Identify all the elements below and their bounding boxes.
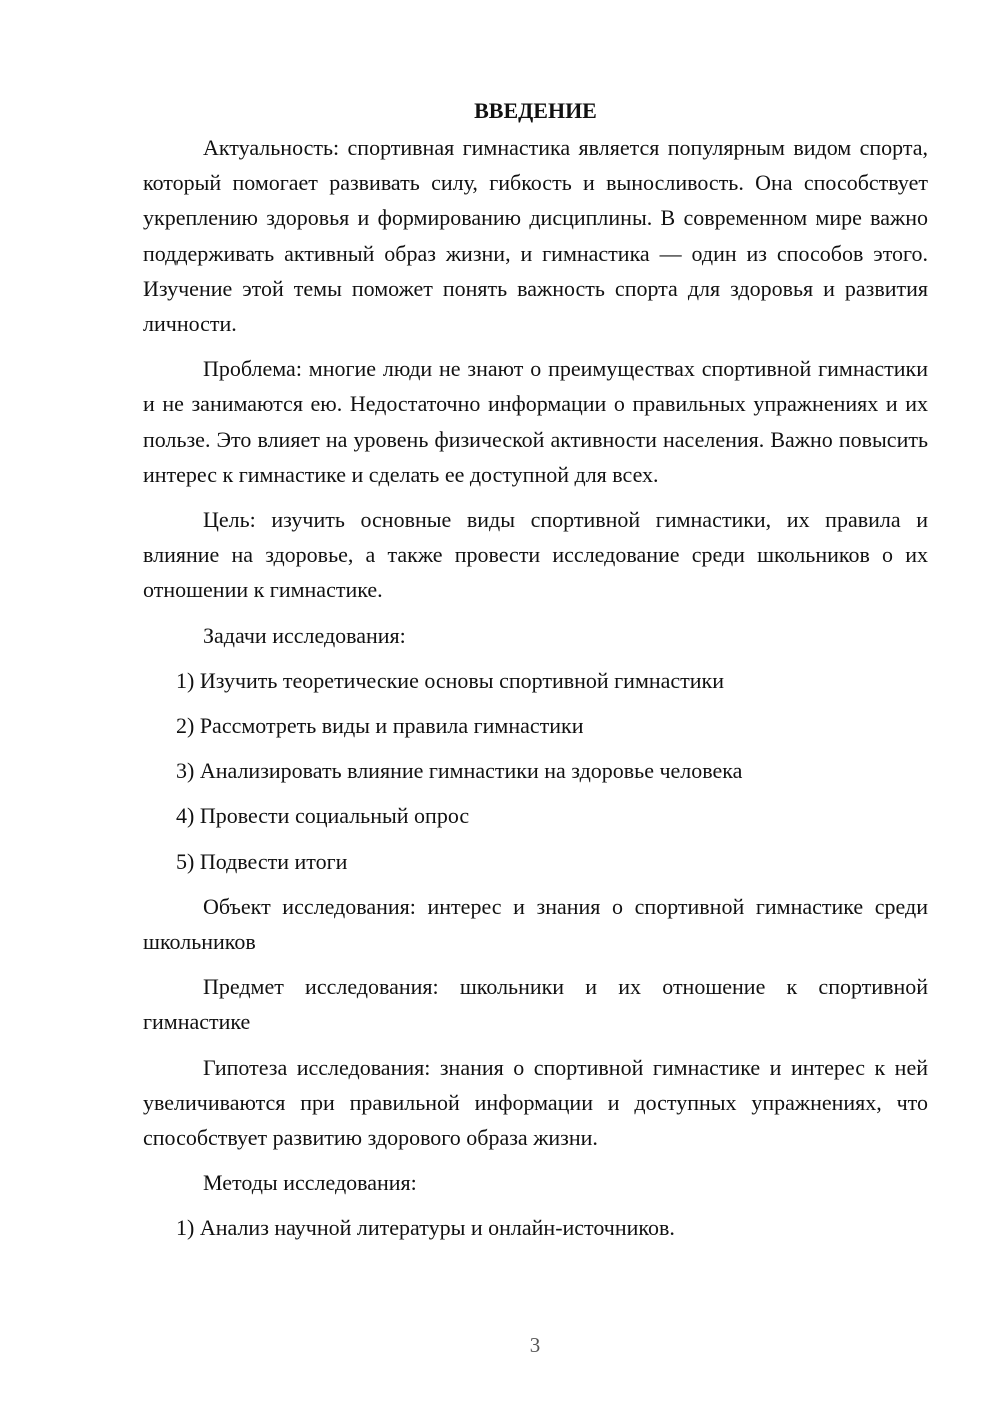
list-item: 1) Изучить теоретические основы спортивной гимнастики [176, 667, 725, 693]
tasks-heading: Задачи исследования: [203, 622, 406, 648]
list-item: 1) Анализ научной литературы и онлайн-источников. [176, 1215, 675, 1241]
document-page [143, 96, 928, 1246]
relevance-paragraph: Актуальность: спортивная гимнастика является популярным видом спорта, который помогает развивать силу, гибкость и выносливость. Она способствует укреплению здоровья и формированию дисциплины. В современном мире важно поддерживать активный образ жизни, и гимнастика — один из способов этого. Изучение этой темы поможет понять важность спорта для здоровья и развития личности. [143, 135, 928, 337]
list-item: 3) Анализировать влияние гимнастики на здоровье человека [176, 758, 743, 784]
goal-paragraph: Цель: изучить основные виды спортивной гимнастики, их правила и влияние на здоровье, а также провести исследование среди школьников о их отношении к гимнастике. [143, 507, 928, 603]
list-item: 2) Рассмотреть виды и правила гимнастики [176, 713, 584, 739]
page-number: 3 [529, 1333, 541, 1357]
object-paragraph: Объект исследования: интерес и знания о спортивной гимнастике среди школьников [143, 893, 928, 955]
list-item: 4) Провести социальный опрос [176, 803, 470, 829]
problem-paragraph: Проблема: многие люди не знают о преимуществах спортивной гимнастики и не занимаются ею. Недостаточно информации о правильных упражнениях и их пользе. Это влияет на уровень физической активности населения. Важно повысить интерес к гимнастике и сделать ее доступной для всех. [143, 356, 928, 487]
tasks-list [143, 663, 928, 879]
methods-list [143, 1210, 928, 1245]
section-title: ВВЕДЕНИЕ [474, 98, 597, 123]
methods-heading: Методы исследования: [203, 1170, 417, 1196]
list-item: 5) Подвести итоги [176, 848, 348, 874]
hypothesis-paragraph: Гипотеза исследования: знания о спортивной гимнастике и интерес к ней увеличиваются при правильной информации и доступных упражнениях, что способствует развитию здорового образа жизни. [143, 1054, 928, 1151]
subject-paragraph: Предмет исследования: школьники и их отношение к спортивной гимнастике [143, 974, 928, 1035]
